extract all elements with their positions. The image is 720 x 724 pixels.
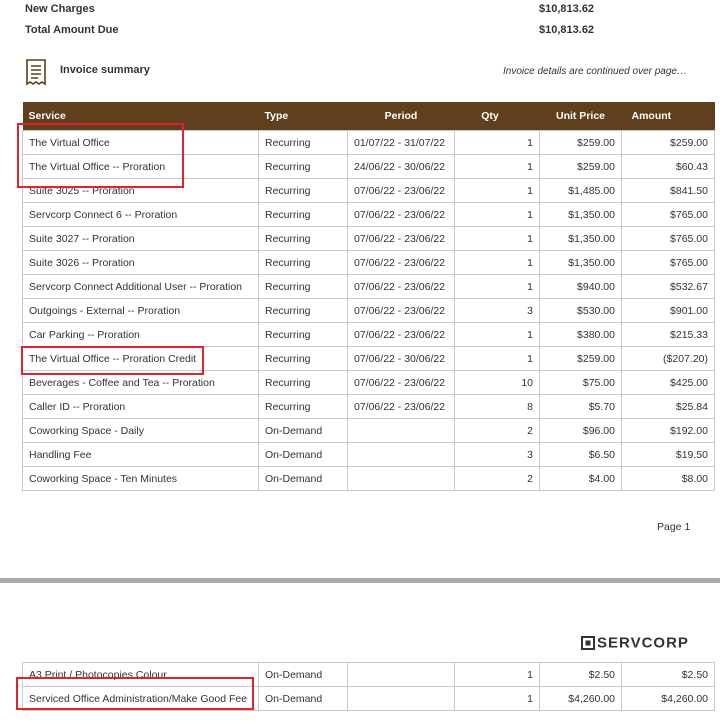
cell-service: Servcorp Connect Additional User -- Proration (23, 275, 259, 299)
cell-qty: 3 (455, 299, 540, 323)
new-charges-label: New Charges (25, 3, 95, 15)
cell-qty: 1 (455, 687, 540, 711)
table-row (23, 419, 715, 443)
cell-unit-price: $1,350.00 (540, 251, 622, 275)
table-row (23, 395, 715, 419)
cell-qty: 1 (455, 203, 540, 227)
cell-qty: 3 (455, 443, 540, 467)
cell-amount: $192.00 (622, 419, 715, 443)
cell-unit-price: $1,485.00 (540, 179, 622, 203)
table-row (23, 203, 715, 227)
cell-amount: $901.00 (622, 299, 715, 323)
cell-unit-price: $1,350.00 (540, 227, 622, 251)
highlight-box-make-good-fee (16, 677, 254, 710)
cell-unit-price: $259.00 (540, 347, 622, 371)
cell-period: 24/06/22 - 30/06/22 (348, 155, 455, 179)
cell-amount: $2.50 (622, 663, 715, 687)
cell-period: 07/06/22 - 30/06/22 (348, 347, 455, 371)
cell-period: 07/06/22 - 23/06/22 (348, 203, 455, 227)
cell-qty: 1 (455, 155, 540, 179)
cell-type: Recurring (259, 203, 348, 227)
cell-unit-price: $5.70 (540, 395, 622, 419)
invoice-summary-header (25, 58, 693, 86)
table-row (23, 467, 715, 491)
cell-service: A3 Print / Photocopies Colour (23, 663, 259, 687)
cell-unit-price: $380.00 (540, 323, 622, 347)
column-header-service: Service (23, 102, 259, 131)
cell-period: 07/06/22 - 23/06/22 (348, 323, 455, 347)
cell-unit-price: $1,350.00 (540, 203, 622, 227)
cell-service: The Virtual Office (23, 131, 259, 155)
cell-amount: ($207.20) (622, 347, 715, 371)
document-icon (25, 58, 47, 86)
cell-service: Suite 3025 -- Proration (23, 179, 259, 203)
column-header-type: Type (259, 102, 348, 131)
continued-note: Invoice details are continued over page… (502, 66, 687, 77)
column-header-unit-price: Unit Price (540, 102, 622, 131)
cell-period (348, 467, 455, 491)
cell-type: Recurring (259, 251, 348, 275)
cell-unit-price: $6.50 (540, 443, 622, 467)
cell-type: Recurring (259, 395, 348, 419)
cell-service: Car Parking -- Proration (23, 323, 259, 347)
cell-qty: 1 (455, 663, 540, 687)
cell-period (348, 443, 455, 467)
highlight-box-proration-credit (21, 346, 204, 375)
invoice-summary-title: Invoice summary (60, 64, 150, 76)
cell-type: Recurring (259, 299, 348, 323)
cell-type: On-Demand (259, 443, 348, 467)
cell-type: On-Demand (259, 419, 348, 443)
cell-type: Recurring (259, 179, 348, 203)
cell-service: Serviced Office Administration/Make Good Fee (23, 687, 259, 711)
cell-unit-price: $530.00 (540, 299, 622, 323)
account-summary (25, 0, 625, 42)
column-header-period: Period (348, 102, 455, 131)
cell-period: 07/06/22 - 23/06/22 (348, 227, 455, 251)
cell-period: 07/06/22 - 23/06/22 (348, 179, 455, 203)
cell-unit-price: $4.00 (540, 467, 622, 491)
cell-type: Recurring (259, 347, 348, 371)
cell-amount: $765.00 (622, 227, 715, 251)
cell-type: Recurring (259, 227, 348, 251)
cell-qty: 2 (455, 419, 540, 443)
cell-period: 07/06/22 - 23/06/22 (348, 299, 455, 323)
cell-qty: 8 (455, 395, 540, 419)
cell-service: Beverages - Coffee and Tea -- Proration (23, 371, 259, 395)
new-charges-row (25, 0, 625, 21)
table-row (23, 323, 715, 347)
cell-service: The Virtual Office -- Proration Credit (23, 347, 259, 371)
cell-qty: 1 (455, 323, 540, 347)
cell-qty: 1 (455, 275, 540, 299)
column-header-amount: Amount (622, 102, 715, 131)
cell-amount: $25.84 (622, 395, 715, 419)
cell-service: Outgoings - External -- Proration (23, 299, 259, 323)
cell-type: On-Demand (259, 663, 348, 687)
cell-qty: 1 (455, 227, 540, 251)
cell-qty: 1 (455, 179, 540, 203)
cell-amount: $4,260.00 (622, 687, 715, 711)
cell-type: Recurring (259, 275, 348, 299)
cell-period (348, 419, 455, 443)
total-due-row (25, 21, 625, 42)
table-row (23, 299, 715, 323)
cell-amount: $215.33 (622, 323, 715, 347)
cell-amount: $765.00 (622, 203, 715, 227)
page-number: Page 1 (657, 521, 691, 533)
cell-amount: $8.00 (622, 467, 715, 491)
cell-unit-price: $96.00 (540, 419, 622, 443)
cell-amount: $259.00 (622, 131, 715, 155)
servcorp-logo-icon (581, 636, 595, 650)
cell-service: The Virtual Office -- Proration (23, 155, 259, 179)
cell-qty: 1 (455, 347, 540, 371)
column-header-qty: Qty (455, 102, 540, 131)
cell-amount: $60.43 (622, 155, 715, 179)
cell-period: 07/06/22 - 23/06/22 (348, 275, 455, 299)
cell-unit-price: $75.00 (540, 371, 622, 395)
cell-amount: $19.50 (622, 443, 715, 467)
cell-type: Recurring (259, 155, 348, 179)
cell-period: 07/06/22 - 23/06/22 (348, 251, 455, 275)
cell-period: 07/06/22 - 23/06/22 (348, 395, 455, 419)
cell-unit-price: $259.00 (540, 131, 622, 155)
table-row (23, 251, 715, 275)
cell-type: Recurring (259, 323, 348, 347)
cell-period: 07/06/22 - 23/06/22 (348, 371, 455, 395)
total-due-label: Total Amount Due (25, 24, 119, 36)
cell-type: Recurring (259, 131, 348, 155)
cell-service: Suite 3027 -- Proration (23, 227, 259, 251)
cell-service: Handling Fee (23, 443, 259, 467)
total-due-value: $10,813.62 (539, 24, 595, 36)
cell-qty: 10 (455, 371, 540, 395)
cell-amount: $765.00 (622, 251, 715, 275)
cell-amount: $532.67 (622, 275, 715, 299)
cell-service: Coworking Space - Ten Minutes (23, 467, 259, 491)
cell-service: Caller ID -- Proration (23, 395, 259, 419)
cell-qty: 1 (455, 251, 540, 275)
cell-unit-price: $940.00 (540, 275, 622, 299)
cell-unit-price: $2.50 (540, 663, 622, 687)
cell-service: Servcorp Connect 6 -- Proration (23, 203, 259, 227)
cell-type: On-Demand (259, 687, 348, 711)
highlight-box-virtual-office (17, 123, 184, 188)
cell-period: 01/07/22 - 31/07/22 (348, 131, 455, 155)
table-row (23, 443, 715, 467)
servcorp-logo-text: SERVCORP (597, 634, 689, 652)
cell-amount: $425.00 (622, 371, 715, 395)
cell-period (348, 663, 455, 687)
cell-unit-price: $259.00 (540, 155, 622, 179)
table-row (23, 275, 715, 299)
cell-qty: 2 (455, 467, 540, 491)
cell-type: Recurring (259, 371, 348, 395)
table-row (23, 227, 715, 251)
page-divider (0, 578, 720, 583)
cell-qty: 1 (455, 131, 540, 155)
cell-service: Suite 3026 -- Proration (23, 251, 259, 275)
cell-unit-price: $4,260.00 (540, 687, 622, 711)
cell-service: Coworking Space - Daily (23, 419, 259, 443)
cell-type: On-Demand (259, 467, 348, 491)
servcorp-logo (581, 634, 689, 654)
cell-period (348, 687, 455, 711)
cell-amount: $841.50 (622, 179, 715, 203)
new-charges-value: $10,813.62 (539, 3, 595, 15)
